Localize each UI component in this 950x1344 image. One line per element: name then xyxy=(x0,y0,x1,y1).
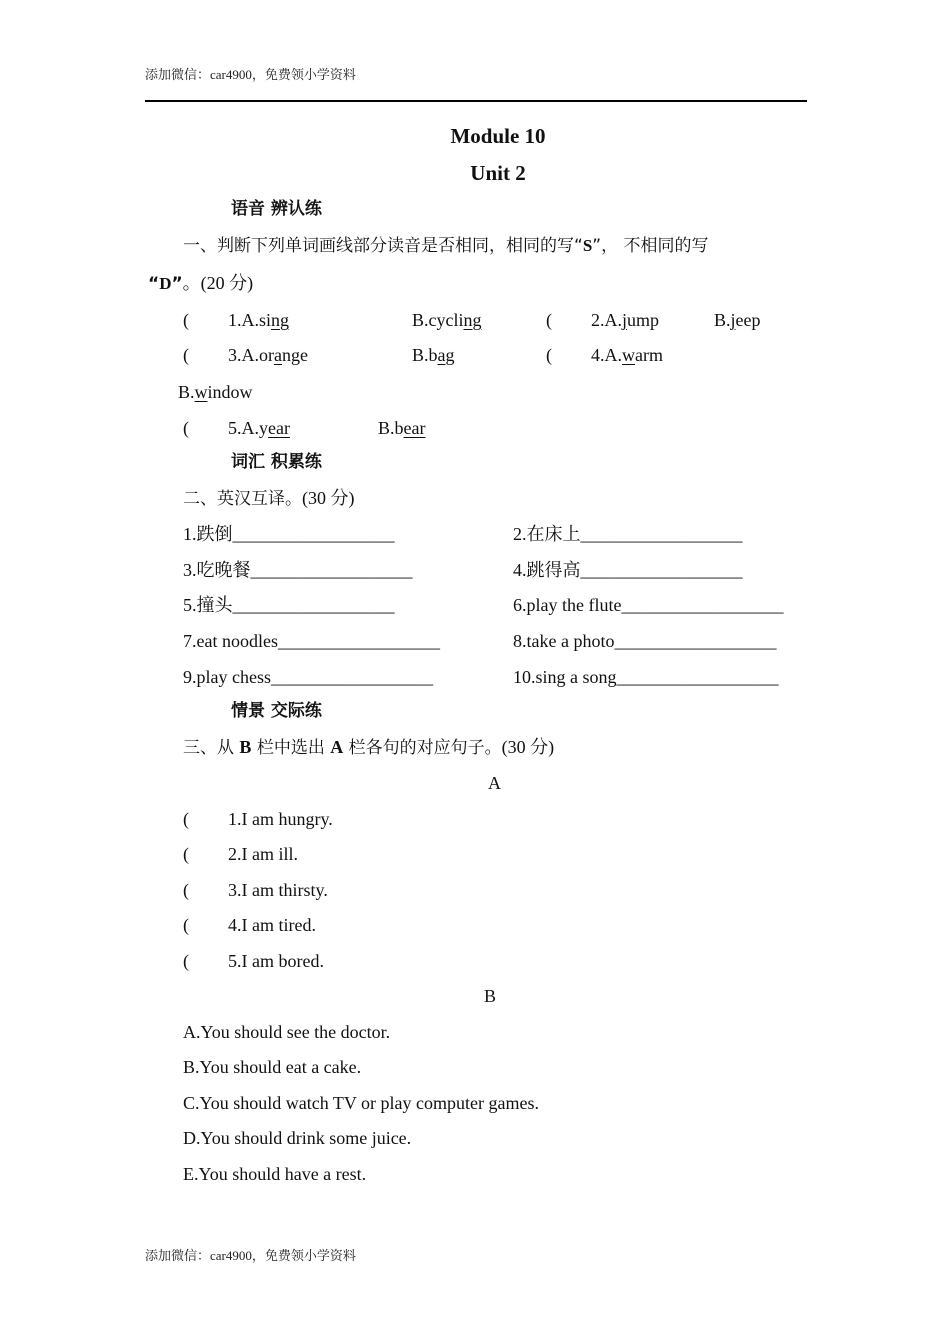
translation-item[interactable]: 5.撞头__________________ xyxy=(183,595,395,615)
part1-instruction xyxy=(183,237,709,255)
phonics-option-a: 5.A.year xyxy=(228,418,290,438)
section-heading-vocabulary: 词汇 积累练 xyxy=(231,452,322,472)
page-footer: 添加微信：car4900，免费领小学资料 xyxy=(145,1248,356,1263)
column-b-item: B.You should eat a cake. xyxy=(183,1057,362,1077)
answer-paren[interactable]: ( xyxy=(183,310,189,330)
header-rule xyxy=(145,100,807,102)
column-b-item: E.You should have a rest. xyxy=(183,1164,367,1184)
instruction-score: 。(20 分) xyxy=(182,273,254,293)
column-a-item: 2.I am ill. xyxy=(228,844,298,864)
page-subtitle: Unit 2 xyxy=(470,161,526,185)
translation-item[interactable]: 10.sing a song__________________ xyxy=(513,667,779,687)
answer-paren[interactable]: ( xyxy=(183,880,189,900)
answer-paren[interactable]: ( xyxy=(183,809,189,829)
page-header: 添加微信：car4900，免费领小学资料 xyxy=(145,67,356,82)
instruction-text: ”， 不相同的写 xyxy=(592,236,709,256)
instruction-text: ” xyxy=(171,274,183,294)
answer-paren[interactable]: ( xyxy=(546,345,552,365)
translation-item[interactable]: 4.跳得高__________________ xyxy=(513,560,743,580)
column-a-label: A xyxy=(488,773,501,793)
phonics-option-b: B.cycling xyxy=(412,310,482,330)
translation-item[interactable]: 9.play chess__________________ xyxy=(183,667,433,687)
section-heading-phonics: 语音 辨认练 xyxy=(231,199,322,219)
column-a-item: 4.I am tired. xyxy=(228,915,316,935)
part3-instruction: 三、从 B 栏中选出 A 栏各句的对应句子。(30 分) xyxy=(183,737,555,758)
phonics-option-b: B.window xyxy=(178,382,253,402)
translation-item[interactable]: 8.take a photo__________________ xyxy=(513,631,777,651)
translation-item[interactable]: 6.play the flute__________________ xyxy=(513,595,784,615)
translation-item[interactable]: 7.eat noodles__________________ xyxy=(183,631,440,651)
phonics-option-b: B.bag xyxy=(412,345,455,365)
instruction-s: S xyxy=(582,236,593,255)
phonics-option-a: 1.A.sing xyxy=(228,310,290,330)
column-b-item: C.You should watch TV or play computer games. xyxy=(183,1093,539,1113)
answer-paren[interactable]: ( xyxy=(183,951,189,971)
column-a-item: 3.I am thirsty. xyxy=(228,880,328,900)
translation-item[interactable]: 3.吃晚餐__________________ xyxy=(183,560,413,580)
answer-paren[interactable]: ( xyxy=(183,915,189,935)
part1-instruction-cont xyxy=(148,274,253,293)
phonics-option-a: 2.A.jump xyxy=(591,310,660,330)
instruction-text: 一、判断下列单词画线部分读音是否相同，相同的写“ xyxy=(183,236,583,256)
column-a-item: 1.I am hungry. xyxy=(228,809,333,829)
page-title: Module 10 xyxy=(450,124,546,148)
instruction-text: “ xyxy=(148,274,160,294)
section-heading-dialogue: 情景 交际练 xyxy=(231,701,322,721)
column-b-item: D.You should drink some juice. xyxy=(183,1128,412,1148)
instruction-d: D xyxy=(159,274,172,293)
column-a-item: 5.I am bored. xyxy=(228,951,324,971)
translation-item[interactable]: 1.跌倒__________________ xyxy=(183,524,395,544)
answer-paren[interactable]: ( xyxy=(183,844,189,864)
answer-paren[interactable]: ( xyxy=(183,418,189,438)
phonics-option-b: B.jeep xyxy=(714,310,761,330)
phonics-option-a: 3.A.orange xyxy=(228,345,308,365)
answer-paren[interactable]: ( xyxy=(546,310,552,330)
column-b-item: A.You should see the doctor. xyxy=(183,1022,391,1042)
translation-item[interactable]: 2.在床上__________________ xyxy=(513,524,743,544)
phonics-option-a: 4.A.warm xyxy=(591,345,663,365)
answer-paren[interactable]: ( xyxy=(183,345,189,365)
part2-instruction: 二、英汉互译。(30 分) xyxy=(183,488,355,509)
column-b-label: B xyxy=(484,986,497,1006)
phonics-option-b: B.bear xyxy=(378,418,426,438)
